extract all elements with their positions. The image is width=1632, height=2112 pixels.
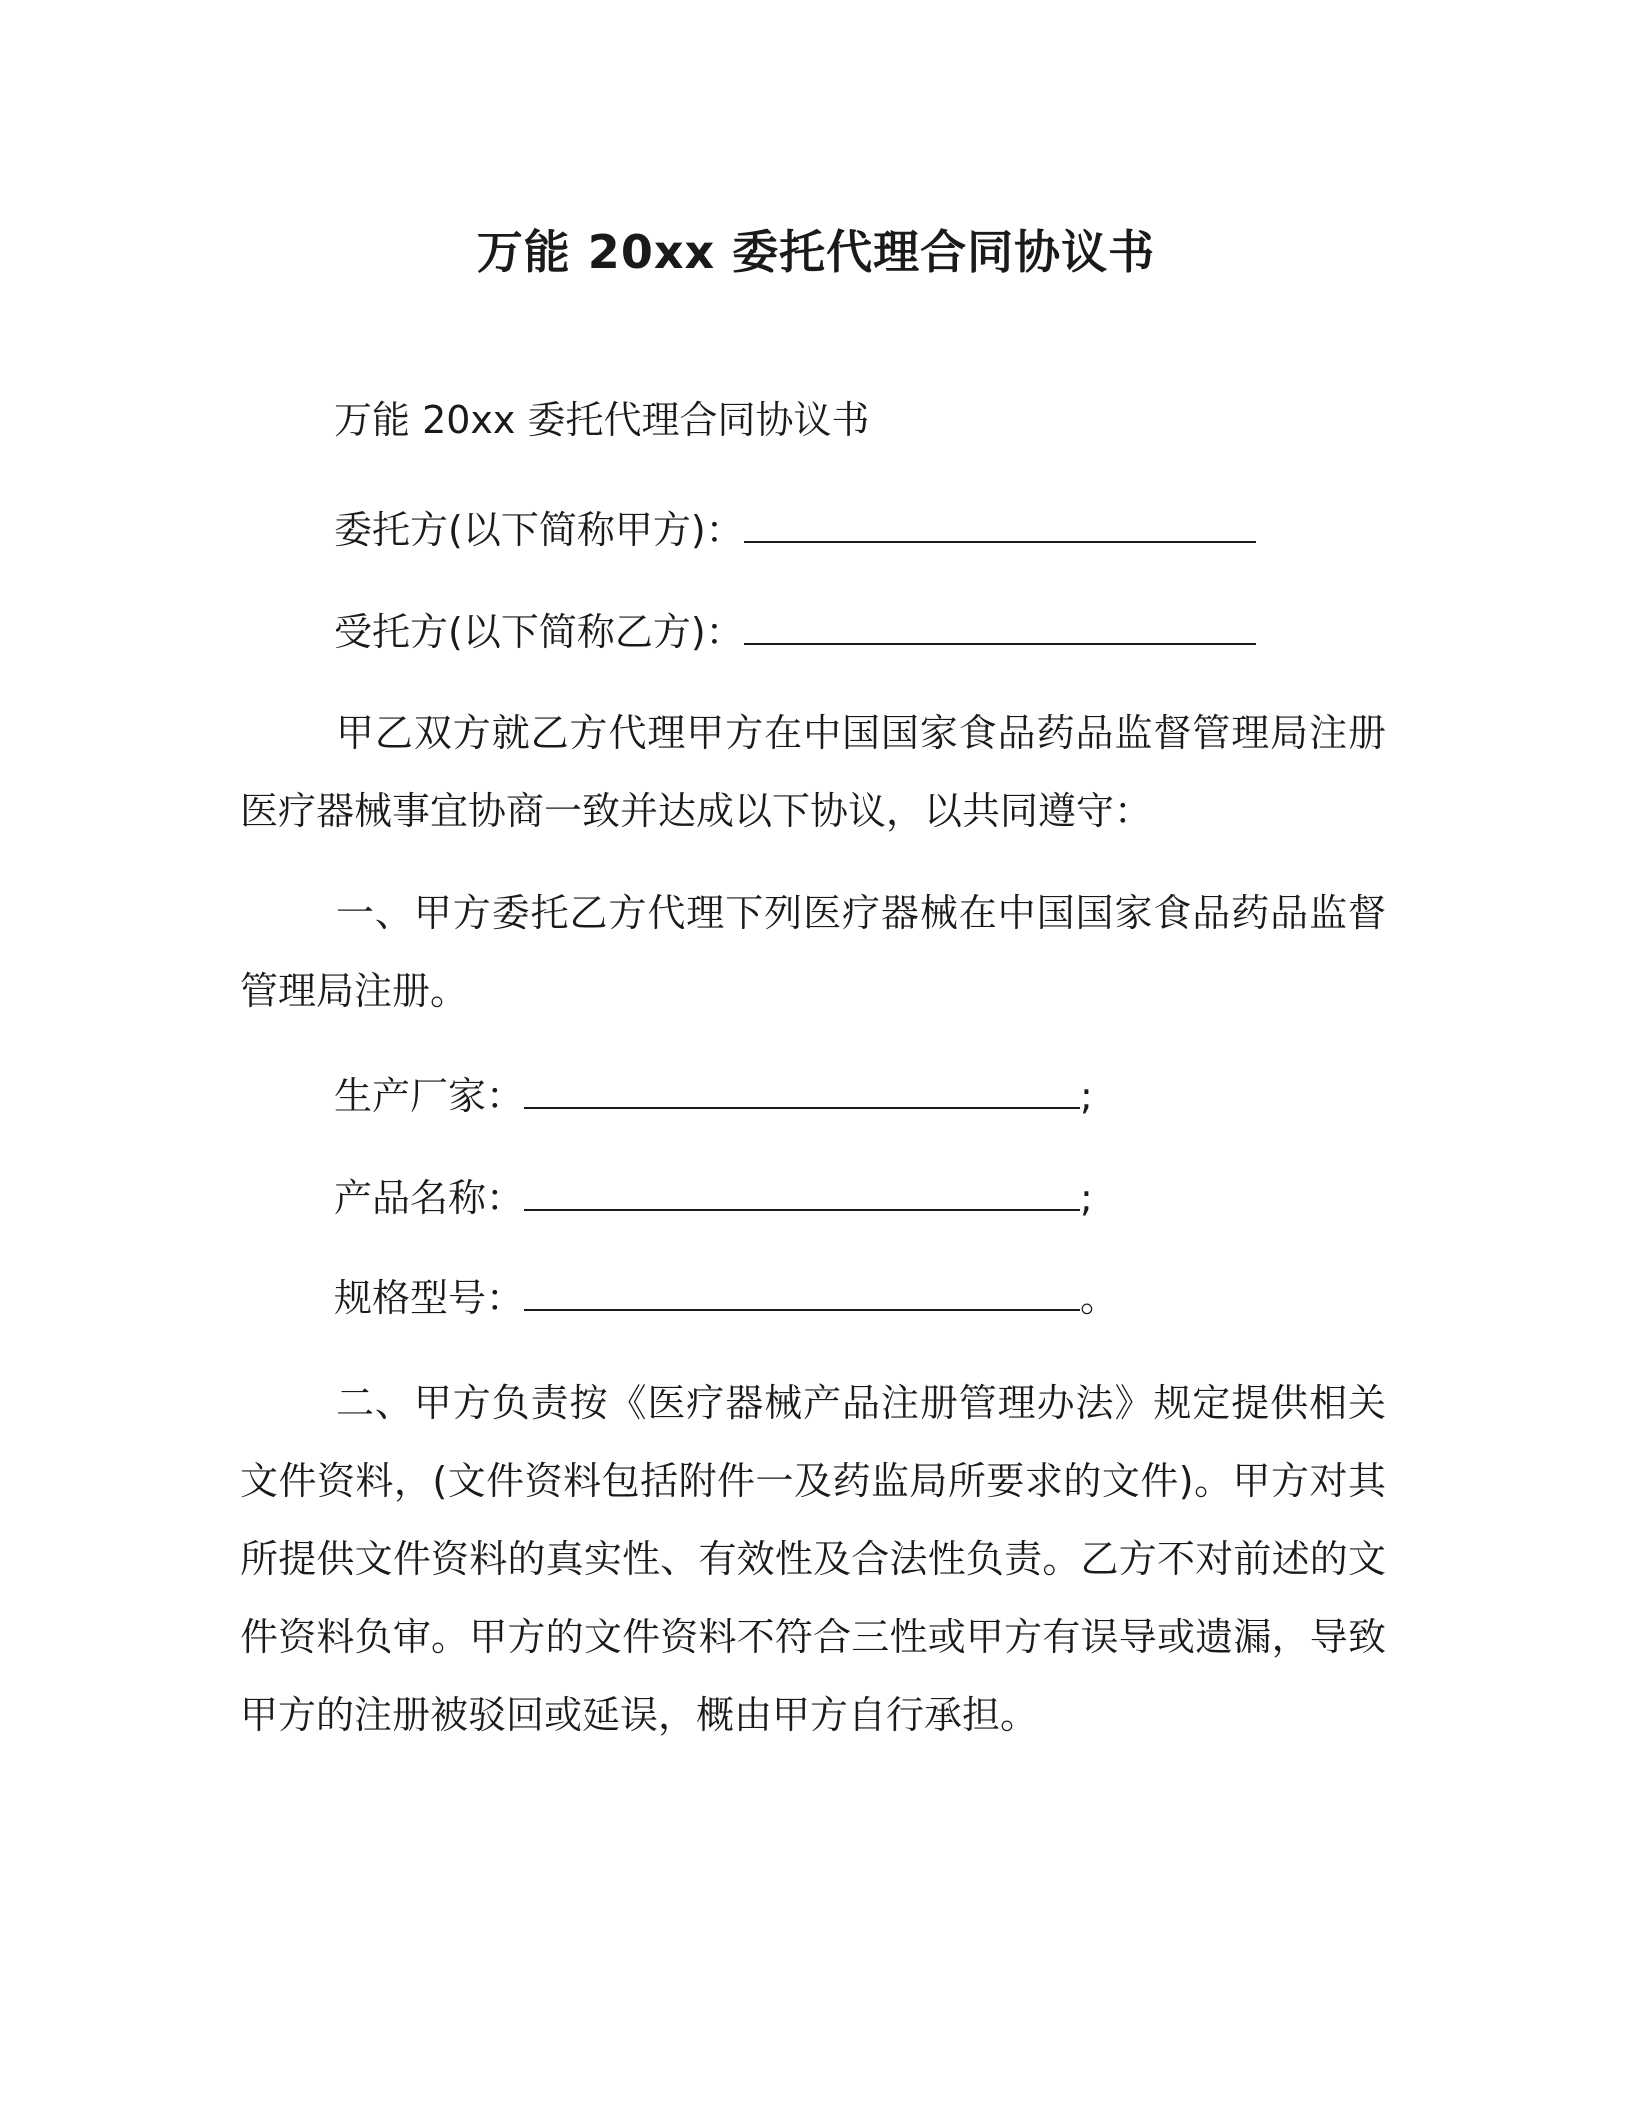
- party-a-blank: [744, 507, 1256, 543]
- party-a-line: [334, 504, 1256, 556]
- party-a-label: 委托方(以下简称甲方)：: [334, 508, 744, 552]
- clause-1-paragraph: 一、甲方委托乙方代理下列医疗器械在中国国家食品药品监督管理局注册。: [240, 891, 1386, 1013]
- model-label: 规格型号：: [334, 1276, 525, 1320]
- product-name-label: 产品名称：: [334, 1176, 525, 1220]
- document-subtitle: 万能 20xx 委托代理合同协议书: [334, 398, 870, 442]
- product-name-line: [334, 1172, 1093, 1224]
- party-b-line: [334, 606, 1256, 658]
- model-line: [334, 1272, 1118, 1324]
- manufacturer-end: ;: [1080, 1074, 1093, 1118]
- party-b-blank: [744, 609, 1256, 645]
- manufacturer-line: [334, 1070, 1093, 1122]
- product-name-end: ;: [1080, 1176, 1093, 1220]
- party-b-label: 受托方(以下简称乙方)：: [334, 610, 744, 654]
- manufacturer-label: 生产厂家：: [334, 1074, 525, 1118]
- intro-paragraph: 甲乙双方就乙方代理甲方在中国国家食品药品监督管理局注册医疗器械事宜协商一致并达成以下协议，以共同遵守：: [240, 711, 1386, 833]
- document-title: 万能 20xx 委托代理合同协议书: [476, 225, 1156, 279]
- manufacturer-blank: [524, 1073, 1080, 1109]
- product-name-blank: [524, 1175, 1080, 1211]
- model-end: 。: [1080, 1276, 1119, 1320]
- clause-2-paragraph: 二、甲方负责按《医疗器械产品注册管理办法》规定提供相关文件资料，(文件资料包括附件一及药监局所要求的文件)。甲方对其所提供文件资料的真实性、有效性及合法性负责。乙方不对前述的文件资料负审。甲方的文件资料不符合三性或甲方有误导或遗漏，导致甲方的注册被驳回或延误，概由甲方自行承担。: [240, 1381, 1386, 1737]
- model-blank: [524, 1275, 1080, 1311]
